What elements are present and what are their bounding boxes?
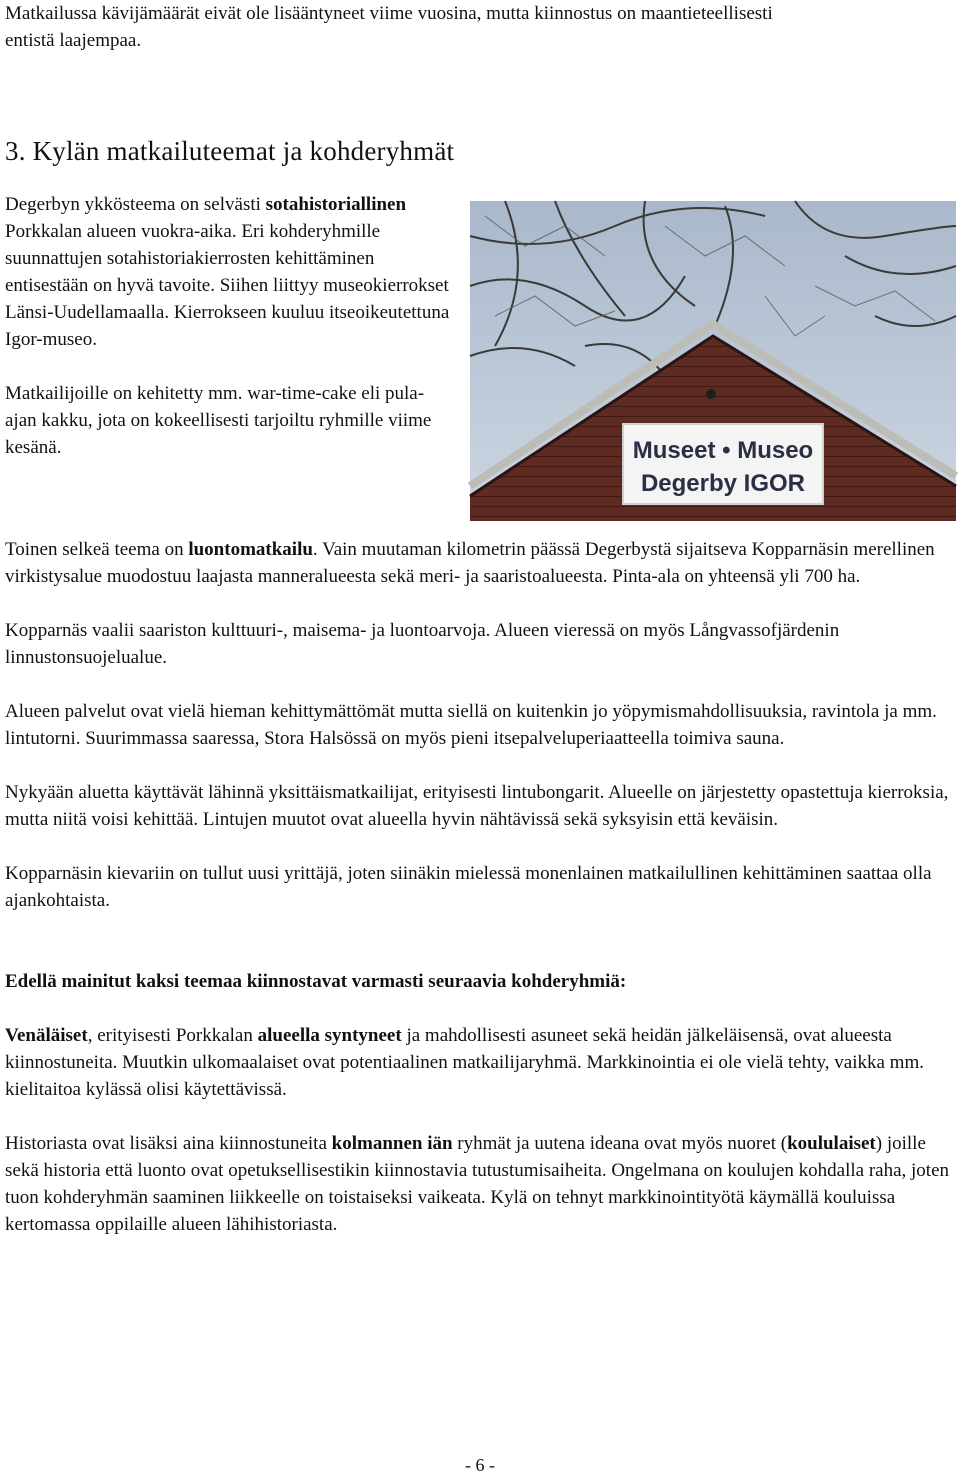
visitors-paragraph: Nykyään aluetta käyttävät lähinnä yksittäismatkailijat, erityisesti lintubongarit. Alueelle on järjestetty opastettuja kierroksia, mutta niitä voisi kehittää. Lintujen muutot ovat alueella hyvin nähtävissä sekä syksyisin että keväisin. <box>5 782 949 830</box>
target-groups-heading: Edellä mainitut kaksi teemaa kiinnostavat varmasti seuraavia kohderyhmiä: <box>5 971 627 992</box>
section-title: 3. Kylän matkailuteemat ja kohderyhmät <box>5 136 455 166</box>
theme-paragraph: Degerbyn ykkösteema on selvästi sotahistoriallinen Porkkalan alueen vuokra-aika. Eri kohderyhmille suunnattujen sotahistoriakierrosten kehittäminen entisestään on hyvä tavoite. Siihen liittyy museokierrokset Länsi-Uudellamaalla. Kierrokseen kuuluu itseoikeutettuna Igor-museo. <box>5 194 450 350</box>
page-number: - 6 - <box>465 1455 495 1475</box>
bold-term: sotahistoriallinen <box>265 194 407 215</box>
bold-term: luontomatkailu <box>188 539 313 560</box>
bold-term: koululaiset <box>787 1133 876 1154</box>
inn-paragraph: Kopparnäsin kievariin on tullut uusi yrittäjä, joten siinäkin mielessä monenlainen matkailullinen kehittäminen saattaa olla ajankohtaista. <box>5 863 932 911</box>
history-groups-paragraph: Historiasta ovat lisäksi aina kiinnostuneita kolmannen iän ryhmät ja uutena ideana ovat myös nuoret (koululaiset) joille sekä historia että luonto ovat opetuksellisestikin kiinnostavia tutustumisaiheita. Ongelmana on koulujen kohdalla raha, joten tuon kohderyhmän saaminen liikkeelle on toistaiseksi vaikeata. Kylä on tehnyt markkinointityötä käymällä kouluissa kertomassa oppilaille alueen lähihistoriasta. <box>5 1133 949 1235</box>
left-column <box>5 191 455 461</box>
russians-paragraph: Venäläiset, erityisesti Porkkalan alueella syntyneet ja mahdollisesti asuneet sekä heidän jälkeläisensä, ovat alueesta kiinnostuneita. Muutkin ulkomaalaiset ovat potentiaalinen matkailijaryhmä. Markkinointia ei ole vielä tehty, vaikka mm. kielitaitoa kylässä olisi käytettävissä. <box>5 1025 924 1100</box>
lamp <box>706 389 716 399</box>
services-paragraph: Alueen palvelut ovat vielä hieman kehittymättömät mutta siellä on kuitenkin jo yöpymismahdollisuuksia, ravintola ja mm. lintutorni. Suurimmassa saaressa, Stora Halsössä on myös pieni itsepalveluperiaatteella toimiva sauna. <box>5 701 937 749</box>
bold-term: kolmannen iän <box>331 1133 453 1154</box>
bold-term: Venäläiset <box>5 1025 88 1046</box>
museum-photo <box>465 196 960 526</box>
kopparnas-paragraph: Kopparnäs vaalii saariston kulttuuri-, maisema- ja luontoarvoja. Alueen vieressä on myös Långvassofjärdenin linnustonsuojelualue. <box>5 620 840 668</box>
nature-theme-paragraph: Toinen selkeä teema on luontomatkailu. Vain muutaman kilometrin päässä Degerbystä sijaitseva Kopparnäsin merellinen virkistysalue muodostuu laajasta manneralueesta sekä meri- ja saaristoalueesta. Pinta-ala on yhteensä yli 700 ha. <box>5 539 935 587</box>
intro-paragraph: Matkailussa kävijämäärät eivät ole lisääntyneet viime vuosina, mutta kiinnostus on maantieteellisesti entistä laajempaa. <box>5 3 773 51</box>
cake-paragraph: Matkailijoille on kehitetty mm. war-time-cake eli pula-ajan kakku, jota on kokeellisesti tarjoiltu ryhmille viime kesänä. <box>5 383 432 458</box>
bold-term: alueella syntyneet <box>257 1025 402 1046</box>
sign-line-1: Museet • Museo <box>632 437 814 464</box>
museum-photo-image <box>465 196 960 526</box>
sign-line-2: Degerby IGOR <box>640 470 806 497</box>
main-text <box>5 536 955 1265</box>
